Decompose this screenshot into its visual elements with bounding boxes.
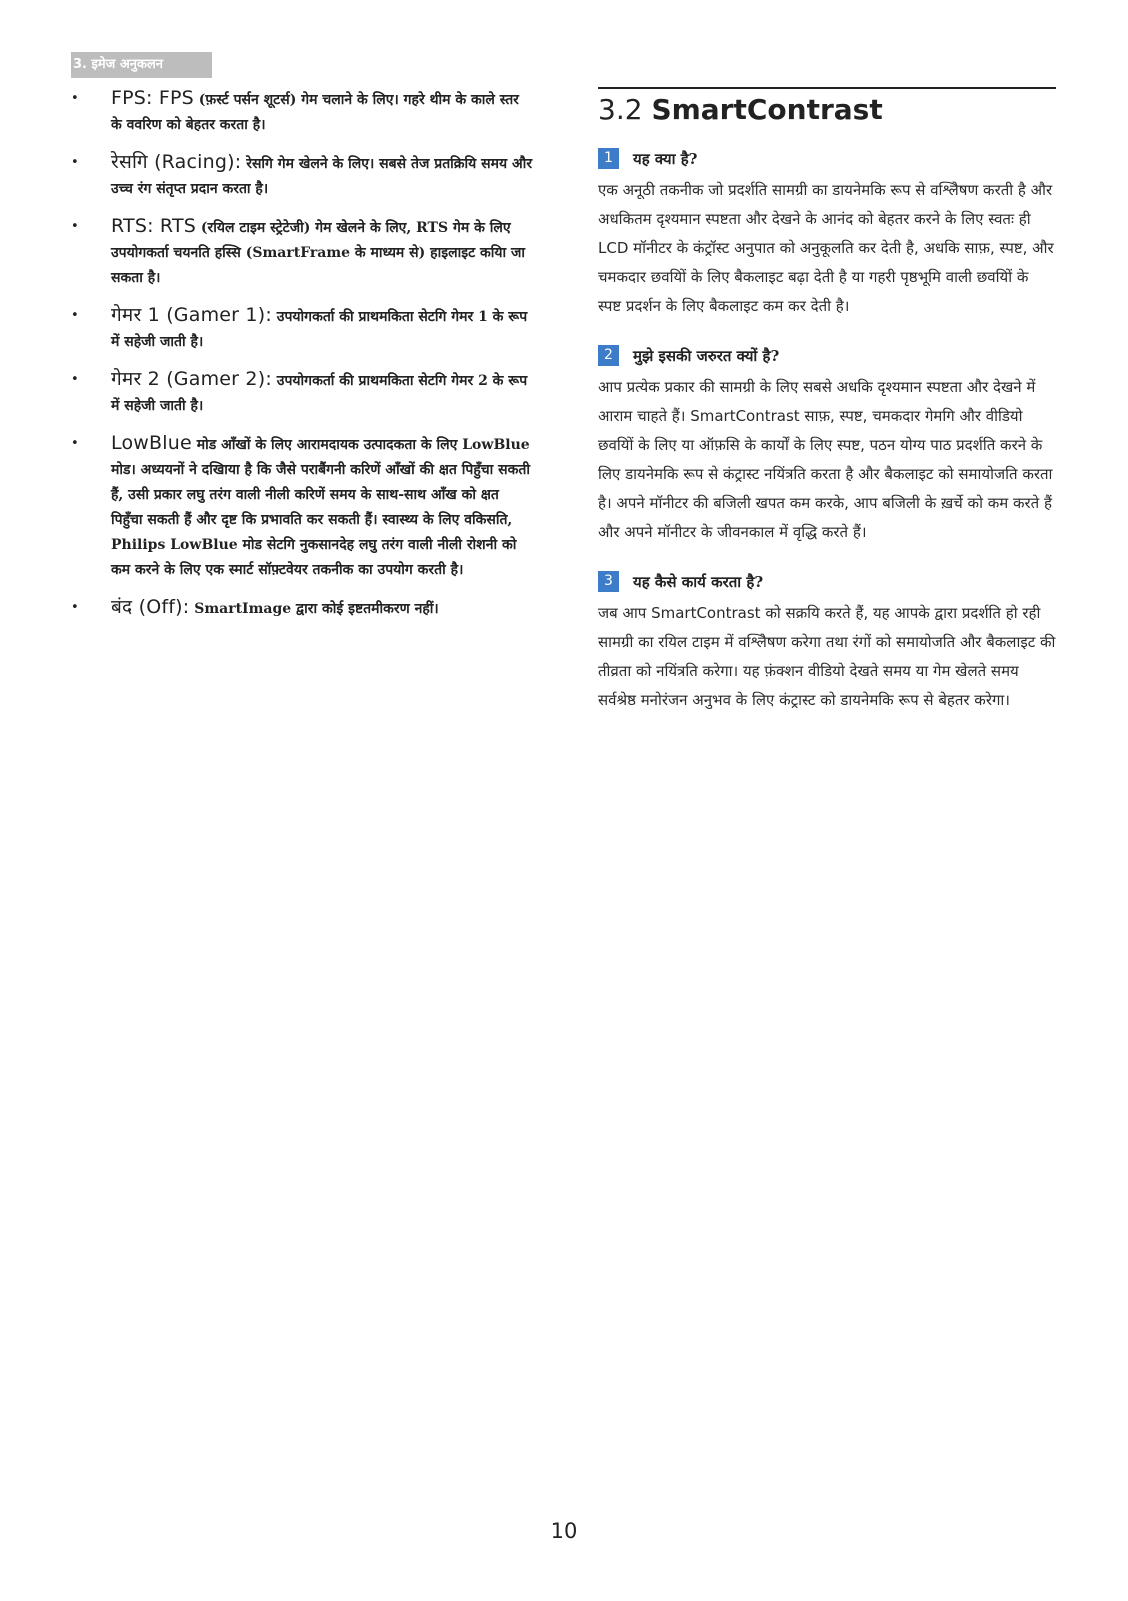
subsection-body: जब आप SmartContrast को सक्रयि करते हैं, यह आपके द्वारा प्रदर्शति हो रही सामग्री का रयिल टाइम में वश्लिेषण करेगा तथा रंगों को समायोजति और बैकलाइट की तीव्रता को नयिंत्रति करेगा। यह फ़ंक्शन वीडियो देखते समय या गेम खेलते समय सर्वश्रेष्ठ मनोरंजन अनुभव के लिए कंट्रास्ट को डायनेमकि रूप से बेहतर करेगा। [598, 604, 1056, 709]
number-badge: 3 [598, 571, 619, 592]
mode-name: गेमर 1 (Gamer 1): [111, 304, 272, 326]
mode-name: रेसगि (Racing): [111, 151, 242, 173]
subsection-heading [598, 345, 1056, 366]
mode-description: मोड आँखों के लिए आरामदायक उत्पादकता के लिए LowBlue मोड। अध्ययनों ने दखिाया है कि जैसे पराबैंगनी करिणें आँखों की क्षत पिहुँचा सकती हैं, उसी प्रकार लघु तरंग वाली नीली करिणें समय के साथ-साथ आँख को क्षत पिहुँचा सकती हैं और दृष्ट कि प्रभावति कर सकती हैं। स्वास्थ्य के लिए वकिसति, Philips LowBlue मोड सेटगि नुकसानदेह लघु तरंग वाली नीली रोशनी को कम करने के लिए एक स्मार्ट सॉफ़्टवेयर तकनीक का उपयोग करती है। [111, 437, 531, 578]
subsection-heading [598, 148, 1056, 169]
chapter-tab: 3. इमेज अनुकलन [71, 52, 212, 78]
bullet-icon: • [71, 155, 79, 170]
bullet-icon: • [71, 436, 79, 451]
number-badge: 1 [598, 148, 619, 169]
mode-description: उपयोगकर्ता की प्राथमकिता सेटगि गेमर 1 के रूप में सहेजी जाती है। [111, 309, 528, 350]
left-column [71, 86, 533, 634]
list-item [71, 595, 533, 622]
mode-description: उपयोगकर्ता की प्राथमकिता सेटगि गेमर 2 के रूप में सहेजी जाती है। [111, 373, 528, 414]
smartimage-mode-list [71, 86, 533, 622]
subsection-title: मुझे इसकी जरुरत क्यों है? [633, 346, 780, 365]
mode-name: बंद (Off): [111, 596, 190, 618]
list-item [71, 367, 533, 419]
section-divider [598, 87, 1056, 89]
section-number: 3.2 [598, 93, 643, 126]
subsection-body: एक अनूठी तकनीक जो प्रदर्शति सामग्री का डायनेमकि रूप से वश्लिेषण करती है और अधकितम दृश्यमान स्पष्टता और देखने के आनंद को बेहतर करने के लिए स्वतः ही LCD मॉनीटर के कंट्रॉस्ट अनुपात को अनुकूलति कर देती है, अधकि साफ़, स्पष्ट, और चमकदार छवयिों के लिए बैकलाइट बढ़ा देती है या गहरी पृष्ठभूमि वाली छवयिों के स्पष्ट प्रदर्शन के लिए बैकलाइट कम कर देती है। [598, 181, 1054, 315]
mode-name: FPS: FPS [111, 87, 194, 109]
subsection-how-it-works [598, 571, 1056, 715]
section-title [598, 93, 1056, 126]
subsection-heading [598, 571, 1056, 592]
bullet-icon: • [71, 372, 79, 387]
mode-description: (फ़र्स्ट पर्सन शूटर्स) गेम चलाने के लिए। गहरे थीम के काले स्तर के ववरिण को बेहतर करता है। [111, 92, 519, 133]
mode-description: SmartImage द्वारा कोई इष्टतमीकरण नहीं। [189, 601, 439, 617]
bullet-icon: • [71, 600, 79, 615]
list-item [71, 303, 533, 355]
bullet-icon: • [71, 219, 79, 234]
bullet-icon: • [71, 91, 79, 106]
mode-name: RTS: RTS [111, 215, 197, 237]
subsection-what-is-it [598, 148, 1056, 321]
list-item [71, 86, 533, 138]
section-title-text: SmartContrast [651, 93, 883, 126]
mode-name: गेमर 2 (Gamer 2): [111, 368, 272, 390]
mode-name: LowBlue [111, 432, 192, 454]
subsection-body: आप प्रत्येक प्रकार की सामग्री के लिए सबसे अधकि दृश्यमान स्पष्टता और देखने में आराम चाहते हैं। SmartContrast साफ़, स्पष्ट, चमकदार गेमगि और वीडियो छवयिों के लिए या ऑफ़सि के कार्यों के लिए स्पष्ट, पठन योग्य पाठ प्रदर्शति करने के लिए डायनेमकि रूप से कंट्रास्ट नयिंत्रति करता है और बैकलाइट को समायोजति करता है। अपने मॉनीटर की बजिली खपत कम करके, आप बजिली के ख़र्चे को कम करते हैं और अपने मॉनीटर के जीवनकाल में वृद्धि करते हैं। [598, 378, 1053, 541]
right-column [598, 87, 1056, 739]
mode-description: रेसगि गेम खेलने के लिए। सबसे तेज प्रतक्रियि समय और उच्च रंग संतृप्त प्रदान करता है। [111, 156, 533, 197]
number-badge: 2 [598, 345, 619, 366]
subsection-why-need [598, 345, 1056, 547]
mode-description: (रयिल टाइम स्ट्रेटेजी) गेम खेलने के लिए, RTS गेम के लिए उपयोगकर्ता चयनति हस्सि (SmartFrame के माध्यम से) हाइलाइट कयिा जा सकता है। [111, 220, 526, 286]
subsection-title: यह क्या है? [633, 149, 698, 168]
subsection-title: यह कैसे कार्य करता है? [633, 572, 764, 591]
list-item [71, 214, 533, 291]
list-item [71, 431, 533, 583]
page-number: 10 [550, 1519, 578, 1543]
list-item [71, 150, 533, 202]
bullet-icon: • [71, 308, 79, 323]
